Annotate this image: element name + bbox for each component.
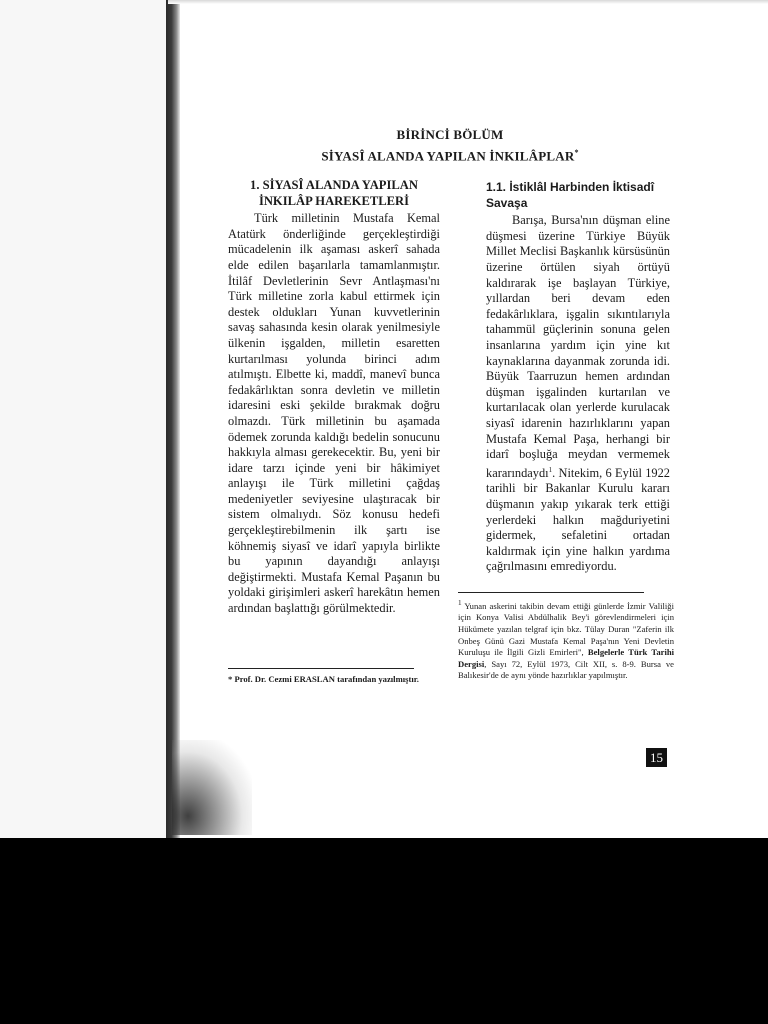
- footnote-reference-1: 1: [548, 465, 553, 474]
- chapter-subtitle: [300, 144, 600, 165]
- chapter-number: BİRİNCİ BÖLÜM: [396, 127, 504, 142]
- right-paragraph-part-2: . Nitekim, 6 Eylül 1922 tarihli bir Bakanlar Kurulu kararı düşmanın yakıp yıkarak terk ettiği yerlerdeki halkın mağduriyetini gidermek, sefaletini ortadan kaldırmak için yine halkın yardıma çağrılmasını emrediyordu.: [486, 465, 670, 574]
- book-gutter-shadow: [166, 0, 180, 838]
- footnote-divider-left: [228, 668, 414, 669]
- right-column-paragraph: [486, 213, 670, 575]
- right-column: [486, 180, 670, 575]
- footnote-author: * Prof. Dr. Cezmi ERASLAN tarafından yazılmıştır.: [228, 674, 419, 684]
- footnote-1: [458, 598, 674, 682]
- footnote-1-text-b: , Sayı 72, Eylül 1973, Cilt XII, s. 8-9. Bursa ve Balıkesir'de de aynı yönde hazırlıklar yapılmıştır.: [458, 658, 674, 681]
- page-number: 15: [646, 748, 667, 767]
- page-top-edge: [168, 0, 768, 4]
- footnote-divider-right: [458, 592, 644, 593]
- section-heading-1: 1. SİYASÎ ALANDA YAPILAN İNKILÂP HAREKETLERİ: [250, 178, 418, 208]
- section-heading-1-1: 1.1. İstiklâl Harbinden İktisadî Savaşa: [486, 180, 655, 210]
- chapter-title: [300, 126, 600, 165]
- footnote-1-mark: 1: [458, 599, 462, 607]
- chapter-subtitle-text: SİYASÎ ALANDA YAPILAN İNKILÂPLAR: [321, 148, 575, 164]
- footnote-1-text-a: Yunan askerini takibin devam ettiği günlerde İzmir Valiliği için Konya Valisi Abdülhalik Bey'i görevlendirmeleri için Hükümete yazılan telgraf için bkz. Tülay Duran "Zaferin ilk Onbeş Günü Gazi Mustafa Kemal Paşa'nın Yeni Devletin Kuruluşu ile İlgili Gizli Emirleri",: [458, 600, 674, 658]
- facing-page-edge: [0, 0, 168, 838]
- page-corner-shadow: [172, 740, 252, 835]
- scanner-background: [0, 838, 768, 1024]
- left-column-paragraph: Türk milletinin Mustafa Kemal Atatürk önderliğinde gerçekleştirdiği mücadelenin ilk aşaması askerî sahada elde edilen başarılarla tamamlanmıştır. İtilâf Devletlerinin Sevr Antlaşması'nı Türk milletine zorla kabul ettirmek için destek oldukları Yunan kuvvetlerinin savaş sahasında kesin olarak yenilmesiyle ülkenin işgalden, milletin esaretten kurtarılması yolunda birinci adım atılmıştı. Elbette ki, maddî, manevî bunca fedakârlıktan sonra devletin ve milletin idaresini eski şekilde bırakmak doğru olmazdı. Türk milletinin bu aşamada ödemek zorunda kaldığı bedelin sonucunu hakkıyla alması gerekecektir. Bu, yeni bir idare tarzı içinde yeni bir hâkimiyet anlayışı ile Türk milletini çağdaş medeniyetler seviyesine ulaştıracak bir sistem olmalıydı. Söz konusu hedefi gerçekleştirebilmenin ilk şartı ise köhnemiş siyasî ve idarî yapıyla birlikte bu yapının dayandığı anlayışı değiştirmekti. Mustafa Kemal Paşanın bu yoldaki girişimleri askerî harekâtın hemen ardından başlattığı görülmektedir.: [228, 211, 440, 616]
- left-column: [228, 178, 440, 617]
- right-paragraph-part-1: Barışa, Bursa'nın düşman eline düşmesi üzerine Türkiye Büyük Millet Meclisi Başkanlık kürsüsünün üzerine örtülen siyah örtüyü kaldırarak işe başlayan Türkiye, yıllardan beri devam eden fedakârlıklara, işgalin sıkıntılarıyla tahammül güçlerinin sonuna gelen insanlarına yardım için yine kıt kaynaklarına dayanmak zorunda idi. Büyük Taarruzun hemen ardından düşman işgalinden kurtarılan ve kurtarılacak olan yerlerde kurulacak siyasî idarenin hazırlıklarını yapan Mustafa Kemal Paşa, herhangi bir idarî boşluğa meydan vermemek kararındaydı: [486, 213, 670, 480]
- footnote-1-journal: Belgelerle Türk Tarihi Dergisi: [458, 647, 675, 669]
- chapter-footnote-marker: *: [574, 148, 579, 157]
